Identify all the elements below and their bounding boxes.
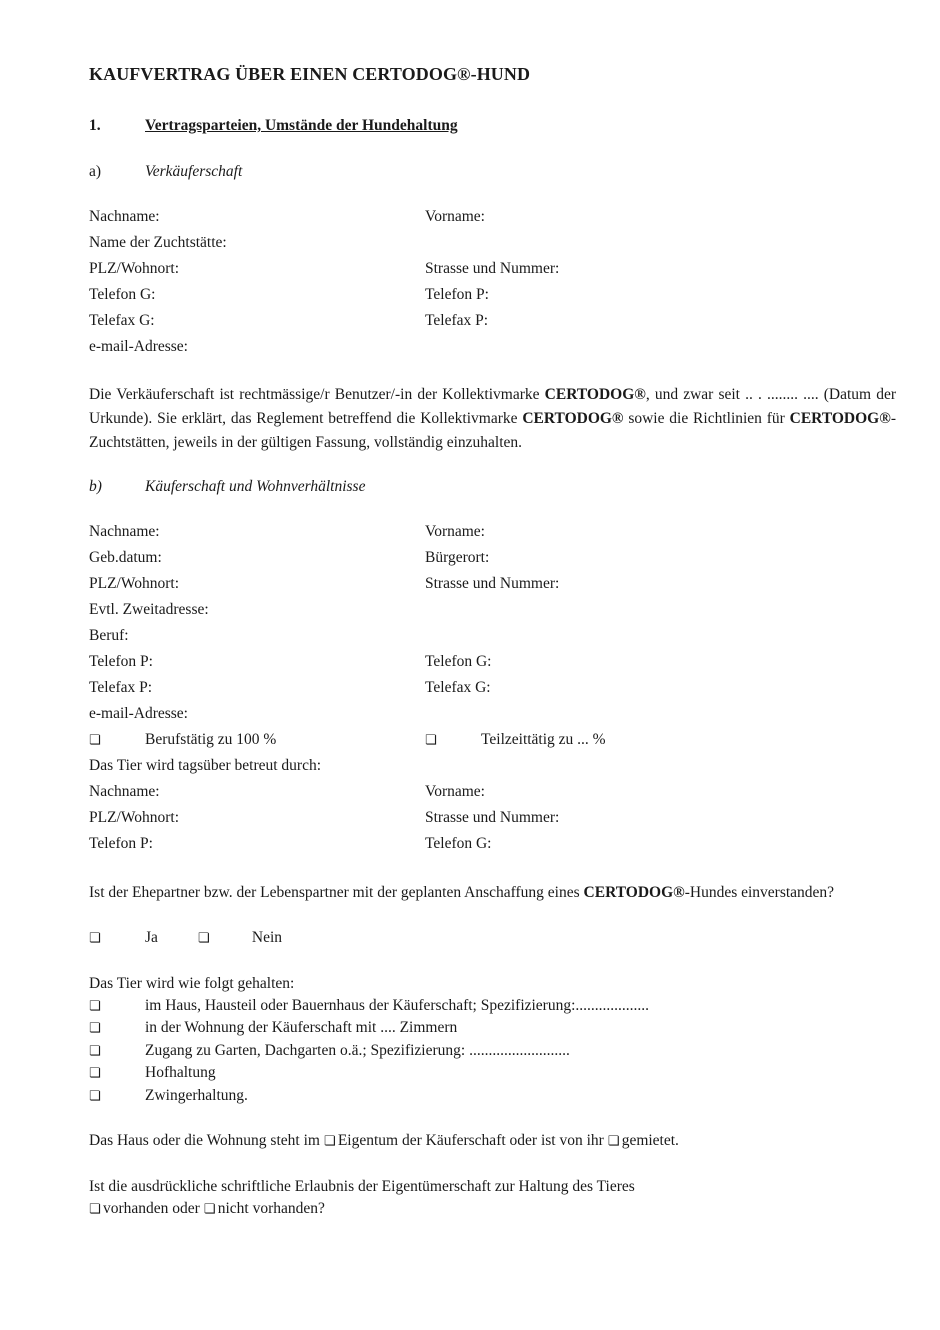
buyer-fax-p-label: Telefax P: (89, 679, 153, 696)
caretaker-zip-label: PLZ/Wohnort: (89, 809, 180, 826)
checkbox-icon[interactable]: ❏ (89, 1044, 101, 1059)
partner-question: Ist der Ehepartner bzw. der Lebenspartner mit der geplanten Anschaffung eines CERTODOG®-Hundes einverstanden? (89, 884, 835, 901)
parttime-option[interactable]: ❏ Teilzeittätig zu ... % (425, 731, 606, 748)
permission-options: ❏ vorhanden oder ❏ nicht vorhanden? (89, 1200, 325, 1217)
seller-kennel-label: Name der Zuchtstätte: (89, 234, 227, 251)
buyer-zip-label: PLZ/Wohnort: (89, 575, 180, 592)
checkbox-icon[interactable]: ❏ (89, 1089, 101, 1104)
buyer-hometown-label: Bürgerort: (425, 549, 490, 566)
seller-zip-label: PLZ/Wohnort: (89, 260, 180, 277)
subsection-b-heading: Käuferschaft und Wohnverhältnisse (145, 478, 366, 495)
keeping-option[interactable]: ❏ in der Wohnung der Käuferschaft mit .... Zimmern (89, 1019, 458, 1036)
document-title: KAUFVERTRAG ÜBER EINEN CERTODOG®-HUND (89, 64, 531, 84)
permission-question: Ist die ausdrückliche schriftliche Erlaubnis der Eigentümerschaft zur Haltung des Tieres (89, 1178, 635, 1195)
checkbox-icon[interactable]: ❏ (89, 733, 101, 748)
seller-declaration-paragraph: Die Verkäuferschaft ist rechtmässige/r Benutzer/-in der Kollektivmarke CERTODOG®, und zwar seit .. . ........ .... (Datum der Urkunde). Sie erklärt, das Reglement betreffend die Kollektivmarke CERTODOG® sowie die Richtlinien für CERTODOG®-Zuchtstätten, jeweils in der gültigen Fassung, vollständig einzuhalten. (89, 386, 896, 451)
ownership-question: Das Haus oder die Wohnung steht im ❏ Eigentum der Käuferschaft oder ist von ihr ❏ gemietet. (89, 1132, 679, 1149)
caretaker-lastname-label: Nachname: (89, 783, 160, 800)
yes-option[interactable]: Ja (145, 929, 158, 946)
subsection-a-heading: Verkäuferschaft (145, 163, 243, 180)
buyer-birthdate-label: Geb.datum: (89, 549, 162, 566)
partner-answer-options (89, 929, 282, 947)
checkbox-icon[interactable]: ❏ (197, 931, 210, 946)
buyer-second-address-label: Evtl. Zweitadresse: (89, 601, 209, 618)
checkbox-icon[interactable]: ❏ (89, 1021, 101, 1036)
checkbox-icon[interactable]: ❏ (425, 733, 437, 748)
buyer-fax-g-label: Telefax G: (425, 679, 491, 696)
buyer-street-label: Strasse und Nummer: (425, 575, 560, 592)
checkbox-icon[interactable]: ❏ (89, 999, 101, 1014)
caretaker-phone-p-label: Telefon P: (89, 835, 153, 852)
keeping-option[interactable]: ❏ Zugang zu Garten, Dachgarten o.ä.; Spezifizierung: .......................... (89, 1042, 570, 1059)
checkbox-icon[interactable]: ❏ (89, 1202, 101, 1217)
brand-name: CERTODOG® (789, 410, 891, 427)
no-option[interactable]: Nein (251, 929, 283, 946)
checkbox-icon[interactable]: ❏ (607, 1134, 620, 1149)
keeping-option[interactable]: ❏ im Haus, Hausteil oder Bauernhaus der Käuferschaft; Spezifizierung:................... (89, 997, 650, 1014)
brand-name: CERTODOG® (522, 410, 624, 427)
seller-firstname-label: Vorname: (425, 208, 485, 225)
buyer-profession-label: Beruf: (89, 627, 129, 644)
seller-lastname-label: Nachname: (89, 208, 160, 225)
seller-street-label: Strasse und Nummer: (425, 260, 560, 277)
caretaker-street-label: Strasse und Nummer: (425, 809, 560, 826)
seller-phone-p-label: Telefon P: (425, 286, 489, 303)
buyer-phone-p-label: Telefon P: (89, 653, 153, 670)
keeping-option[interactable]: ❏ Zwingerhaltung. (89, 1087, 248, 1104)
checkbox-icon[interactable]: ❏ (89, 931, 101, 946)
section-number: 1. (89, 117, 101, 134)
caretaker-phone-g-label: Telefon G: (425, 835, 492, 852)
subsection-a-letter: a) (89, 163, 102, 180)
caretaker-firstname-label: Vorname: (425, 783, 485, 800)
checkbox-icon[interactable]: ❏ (203, 1202, 216, 1217)
buyer-phone-g-label: Telefon G: (425, 653, 492, 670)
buyer-firstname-label: Vorname: (425, 523, 485, 540)
fulltime-option[interactable]: ❏ Berufstätig zu 100 % (89, 731, 277, 748)
keeping-intro: Das Tier wird wie folgt gehalten: (89, 975, 295, 992)
buyer-email-label: e-mail-Adresse: (89, 705, 188, 722)
daycare-label: Das Tier wird tagsüber betreut durch: (89, 757, 322, 774)
seller-fax-g-label: Telefax G: (89, 312, 155, 329)
checkbox-icon[interactable]: ❏ (89, 1066, 101, 1081)
seller-phone-g-label: Telefon G: (89, 286, 156, 303)
brand-name: CERTODOG® (544, 386, 646, 403)
checkbox-icon[interactable]: ❏ (323, 1134, 336, 1149)
subsection-b-letter: b) (89, 478, 102, 495)
section-title: Vertragsparteien, Umstände der Hundehaltung (145, 117, 458, 134)
seller-email-label: e-mail-Adresse: (89, 338, 188, 355)
seller-fax-p-label: Telefax P: (425, 312, 489, 329)
buyer-lastname-label: Nachname: (89, 523, 160, 540)
keeping-option[interactable]: ❏ Hofhaltung (89, 1064, 216, 1081)
brand-name: CERTODOG® (583, 884, 685, 901)
